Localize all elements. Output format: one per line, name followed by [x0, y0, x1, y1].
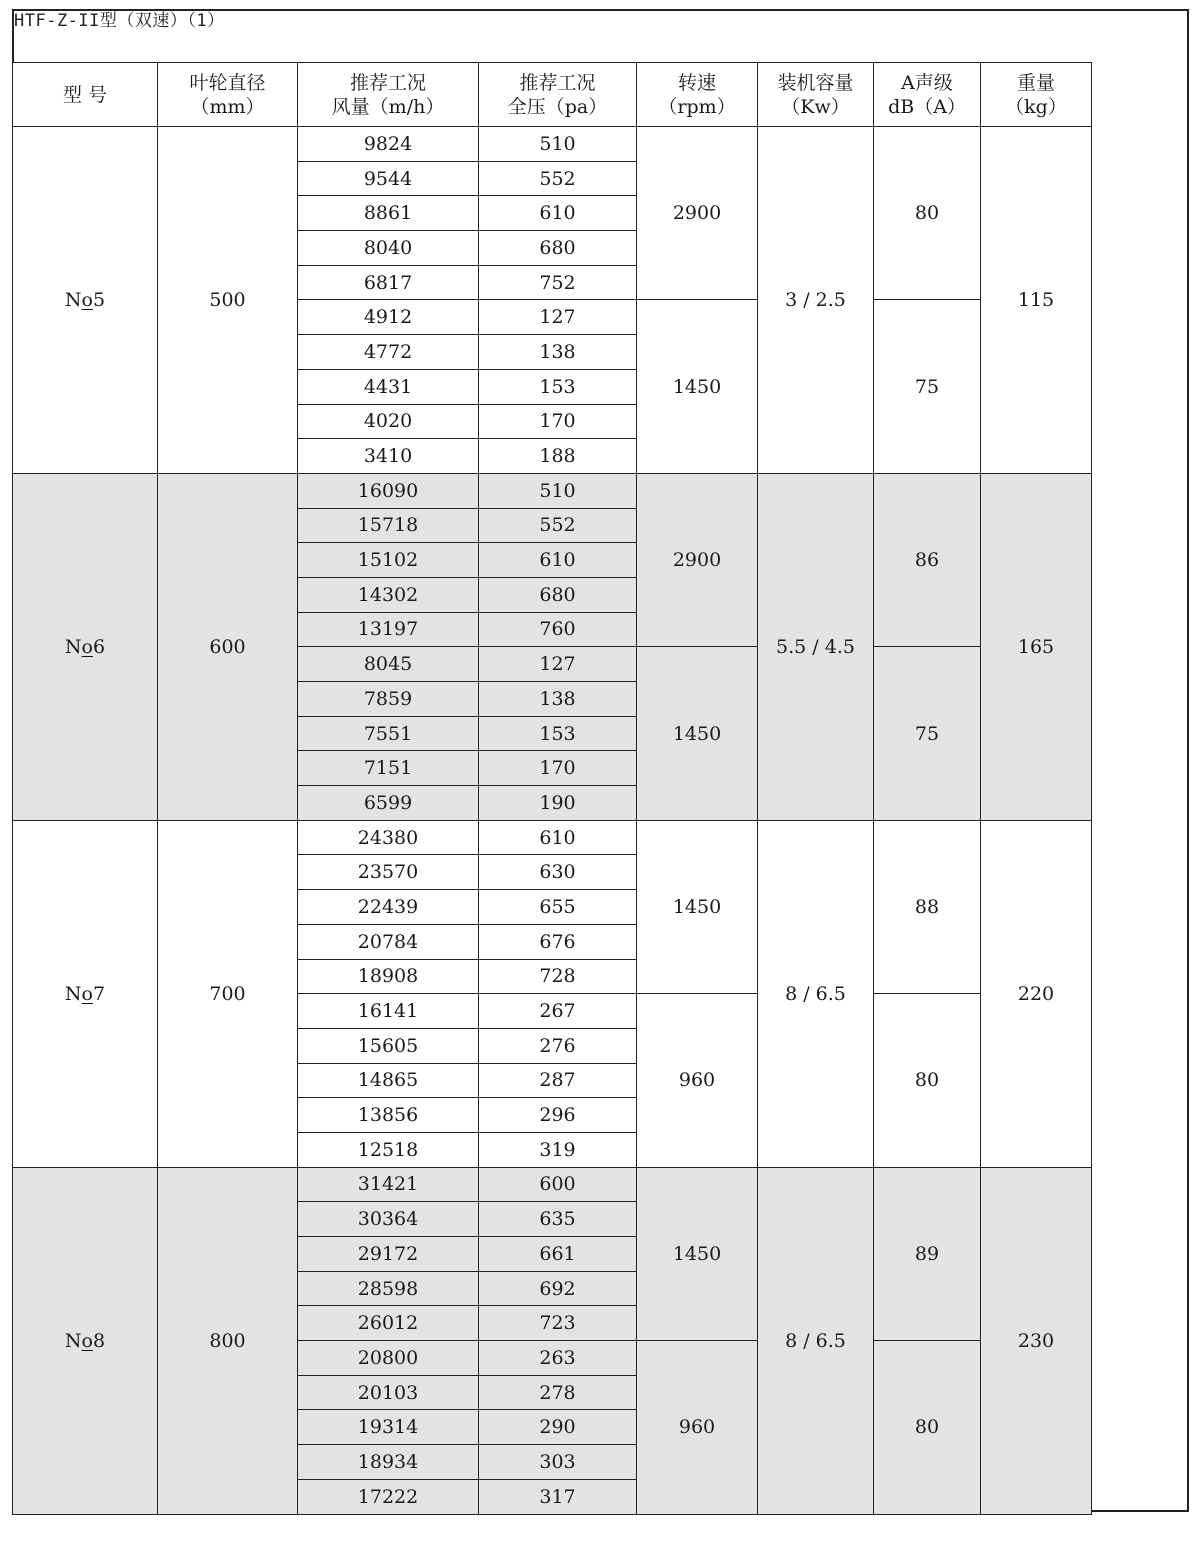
header-sound-level: A声级 dB（A） — [874, 63, 981, 127]
airflow-cell: 26012 — [298, 1306, 479, 1341]
diameter-cell: 700 — [158, 820, 298, 1167]
pressure-cell: 630 — [479, 855, 637, 890]
table-row — [13, 820, 1092, 855]
header-speed: 转速 （rpm） — [637, 63, 758, 127]
pressure-cell: 303 — [479, 1445, 637, 1480]
sound-level-cell: 75 — [874, 300, 981, 473]
sound-level-cell: 88 — [874, 820, 981, 993]
airflow-cell: 3410 — [298, 439, 479, 474]
airflow-cell: 15605 — [298, 1028, 479, 1063]
header-weight: 重量 （kg） — [981, 63, 1092, 127]
speed-cell: 2900 — [637, 473, 758, 646]
airflow-cell: 13197 — [298, 612, 479, 647]
sound-level-cell: 80 — [874, 994, 981, 1167]
weight-cell: 115 — [981, 127, 1092, 474]
model-group — [13, 473, 1092, 820]
header-row — [13, 63, 1092, 127]
airflow-cell: 19314 — [298, 1410, 479, 1445]
table-row — [13, 473, 1092, 508]
diameter-cell: 800 — [158, 1167, 298, 1514]
power-cell: 5.5 / 4.5 — [758, 473, 874, 820]
pressure-cell: 127 — [479, 647, 637, 682]
sound-level-cell: 80 — [874, 1341, 981, 1514]
airflow-cell: 4772 — [298, 335, 479, 370]
model-o: o — [81, 288, 93, 311]
weight-cell: 165 — [981, 473, 1092, 820]
pressure-cell: 661 — [479, 1237, 637, 1272]
speed-cell: 960 — [637, 994, 758, 1167]
pressure-cell: 610 — [479, 543, 637, 578]
pressure-cell: 296 — [479, 1098, 637, 1133]
pressure-cell: 610 — [479, 196, 637, 231]
weight-cell: 230 — [981, 1167, 1092, 1514]
airflow-cell: 29172 — [298, 1237, 479, 1272]
model-o: o — [81, 982, 93, 1005]
pressure-cell: 635 — [479, 1202, 637, 1237]
model-number: 8 — [92, 1329, 106, 1352]
speed-cell: 1450 — [637, 647, 758, 820]
airflow-cell: 14865 — [298, 1063, 479, 1098]
airflow-cell: 20784 — [298, 924, 479, 959]
airflow-cell: 18908 — [298, 959, 479, 994]
power-cell: 8 / 6.5 — [758, 820, 874, 1167]
sound-level-cell: 80 — [874, 127, 981, 300]
airflow-cell: 4431 — [298, 369, 479, 404]
model-o: o — [81, 1329, 93, 1352]
airflow-cell: 7859 — [298, 682, 479, 717]
header-diameter: 叶轮直径 （mm） — [158, 63, 298, 127]
pressure-cell: 263 — [479, 1341, 637, 1376]
pressure-cell: 287 — [479, 1063, 637, 1098]
airflow-cell: 31421 — [298, 1167, 479, 1202]
airflow-cell: 9824 — [298, 127, 479, 162]
pressure-cell: 552 — [479, 161, 637, 196]
diameter-cell: 600 — [158, 473, 298, 820]
airflow-cell: 22439 — [298, 890, 479, 925]
airflow-cell: 18934 — [298, 1445, 479, 1480]
airflow-cell: 16141 — [298, 994, 479, 1029]
pressure-cell: 723 — [479, 1306, 637, 1341]
airflow-cell: 30364 — [298, 1202, 479, 1237]
header-power: 装机容量 （Kw） — [758, 63, 874, 127]
pressure-cell: 276 — [479, 1028, 637, 1063]
airflow-cell: 4912 — [298, 300, 479, 335]
airflow-cell: 12518 — [298, 1132, 479, 1167]
airflow-cell: 15102 — [298, 543, 479, 578]
airflow-cell: 6817 — [298, 265, 479, 300]
sound-level-cell: 86 — [874, 473, 981, 646]
airflow-cell: 8861 — [298, 196, 479, 231]
model-number: 5 — [92, 288, 106, 311]
table-row — [13, 127, 1092, 162]
pressure-cell: 600 — [479, 1167, 637, 1202]
pressure-cell: 278 — [479, 1375, 637, 1410]
pressure-cell: 510 — [479, 473, 637, 508]
airflow-cell: 8040 — [298, 231, 479, 266]
pressure-cell: 290 — [479, 1410, 637, 1445]
pressure-cell: 127 — [479, 300, 637, 335]
pressure-cell: 170 — [479, 751, 637, 786]
power-cell: 3 / 2.5 — [758, 127, 874, 474]
model-cell — [13, 820, 158, 1167]
model-cell — [13, 127, 158, 474]
diameter-cell: 500 — [158, 127, 298, 474]
pressure-cell: 692 — [479, 1271, 637, 1306]
pressure-cell: 676 — [479, 924, 637, 959]
airflow-cell: 8045 — [298, 647, 479, 682]
model-number: 7 — [92, 982, 106, 1005]
model-prefix: N — [64, 1329, 82, 1352]
fan-spec-table — [12, 62, 1092, 1515]
airflow-cell: 17222 — [298, 1479, 479, 1514]
airflow-cell: 15718 — [298, 508, 479, 543]
model-o: o — [81, 635, 93, 658]
pressure-cell: 153 — [479, 369, 637, 404]
model-prefix: N — [64, 635, 82, 658]
speed-cell: 1450 — [637, 300, 758, 473]
model-prefix: N — [64, 288, 82, 311]
airflow-cell: 14302 — [298, 577, 479, 612]
airflow-cell: 24380 — [298, 820, 479, 855]
model-group — [13, 820, 1092, 1167]
pressure-cell: 680 — [479, 577, 637, 612]
pressure-cell: 610 — [479, 820, 637, 855]
pressure-cell: 190 — [479, 786, 637, 821]
model-cell — [13, 1167, 158, 1514]
airflow-cell: 9544 — [298, 161, 479, 196]
pressure-cell: 153 — [479, 716, 637, 751]
model-cell — [13, 473, 158, 820]
pressure-cell: 680 — [479, 231, 637, 266]
sound-level-cell: 89 — [874, 1167, 981, 1340]
model-group — [13, 1167, 1092, 1514]
pressure-cell: 317 — [479, 1479, 637, 1514]
pressure-cell: 655 — [479, 890, 637, 925]
pressure-cell: 170 — [479, 404, 637, 439]
pressure-cell: 510 — [479, 127, 637, 162]
pressure-cell: 552 — [479, 508, 637, 543]
speed-cell: 960 — [637, 1341, 758, 1514]
airflow-cell: 6599 — [298, 786, 479, 821]
airflow-cell: 7151 — [298, 751, 479, 786]
airflow-cell: 7551 — [298, 716, 479, 751]
pressure-cell: 752 — [479, 265, 637, 300]
model-number: 6 — [92, 635, 106, 658]
airflow-cell: 16090 — [298, 473, 479, 508]
table-row — [13, 1167, 1092, 1202]
model-prefix: N — [64, 982, 82, 1005]
airflow-cell: 20800 — [298, 1341, 479, 1376]
header-airflow: 推荐工况 风量（m/h） — [298, 63, 479, 127]
model-group — [13, 127, 1092, 474]
airflow-cell: 4020 — [298, 404, 479, 439]
sound-level-cell: 75 — [874, 647, 981, 820]
pressure-cell: 728 — [479, 959, 637, 994]
airflow-cell: 20103 — [298, 1375, 479, 1410]
pressure-cell: 760 — [479, 612, 637, 647]
header-model: 型 号 — [13, 63, 158, 127]
airflow-cell: 23570 — [298, 855, 479, 890]
weight-cell: 220 — [981, 820, 1092, 1167]
pressure-cell: 319 — [479, 1132, 637, 1167]
speed-cell: 2900 — [637, 127, 758, 300]
document-title: HTF-Z-II型（双速）（1） — [14, 11, 225, 31]
airflow-cell: 28598 — [298, 1271, 479, 1306]
speed-cell: 1450 — [637, 1167, 758, 1340]
airflow-cell: 13856 — [298, 1098, 479, 1133]
header-pressure: 推荐工况 全压（pa） — [479, 63, 637, 127]
pressure-cell: 138 — [479, 335, 637, 370]
speed-cell: 1450 — [637, 820, 758, 993]
power-cell: 8 / 6.5 — [758, 1167, 874, 1514]
pressure-cell: 267 — [479, 994, 637, 1029]
pressure-cell: 138 — [479, 682, 637, 717]
pressure-cell: 188 — [479, 439, 637, 474]
